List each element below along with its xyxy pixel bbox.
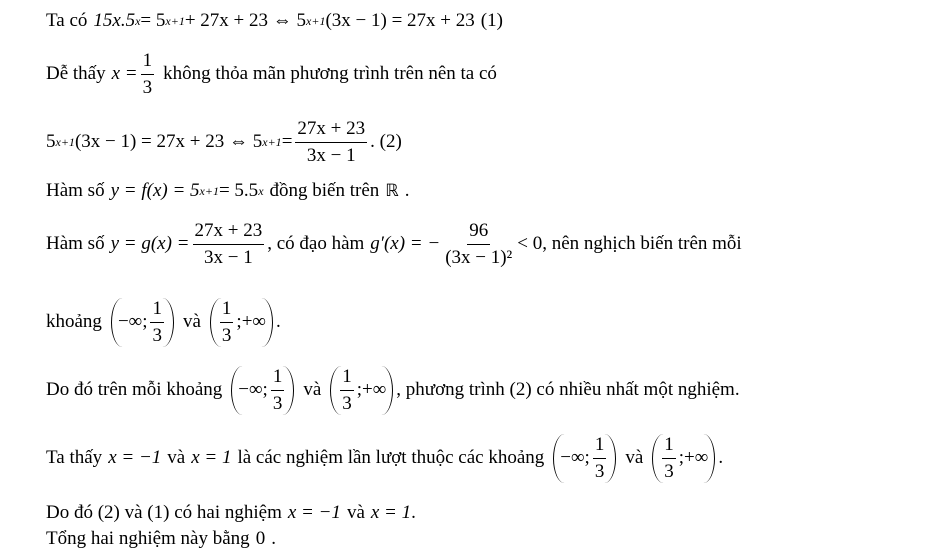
- equation-part: (3x − 1) = 27x + 23 ⇔ 5: [74, 131, 263, 153]
- text: , có đạo hàm: [267, 233, 365, 255]
- denominator: 3x − 1: [306, 144, 356, 166]
- numerator: 1: [220, 298, 234, 323]
- denominator: 3: [664, 460, 674, 482]
- text: và: [625, 447, 644, 469]
- equation-part: = 5: [140, 10, 166, 31]
- text: là các nghiệm lần lượt thuộc các khoảng: [237, 447, 545, 469]
- numerator: 1: [593, 434, 607, 459]
- interval-part: −∞;: [117, 311, 148, 333]
- text: Ta thấy: [46, 447, 103, 469]
- text: , phương trình (2) có nhiều nhất một nghiệm.: [396, 379, 740, 401]
- line-4: Hàm số y = f(x) = 5 x+1 = 5.5 x đồng biến trên ℝ .: [46, 180, 410, 201]
- line-10: [46, 528, 940, 550]
- interval-left: [231, 366, 294, 415]
- text: không thỏa mãn phương trình trên nên ta có: [163, 63, 497, 85]
- interval-part: ;+∞: [678, 447, 709, 469]
- equation-part: g′(x) = −: [370, 233, 441, 255]
- fraction: [193, 220, 265, 269]
- text: và: [346, 502, 365, 523]
- line-5: [46, 220, 940, 269]
- numerator: 1: [150, 298, 164, 323]
- interval-part: ;+∞: [356, 379, 387, 401]
- text: .: [275, 311, 281, 333]
- line-6: [46, 298, 940, 347]
- denominator: 3: [152, 324, 162, 346]
- equation-part: < 0: [517, 233, 543, 255]
- line-3: 5 x+1 (3x − 1) = 27x + 23 ⇔ 5 x+1 = $\frac{27x + 23}{3x - 1}$ . (2): [46, 118, 402, 166]
- interval-part: ;+∞: [236, 311, 266, 333]
- equation-part: y = g(x) =: [110, 233, 190, 255]
- equation-part: x =: [111, 63, 138, 85]
- numerator: 27x + 23: [193, 220, 265, 245]
- text: Ta có: [46, 10, 88, 31]
- text: Tổng hai nghiệm này bằng: [46, 528, 250, 549]
- real-numbers-symbol: ℝ: [385, 181, 399, 201]
- equation-part: + 27x + 23 ⇔ 5: [184, 10, 307, 31]
- numerator: 96: [467, 220, 490, 245]
- fraction: [593, 434, 607, 483]
- line-9: [46, 502, 940, 524]
- equation-part: x = −1: [108, 447, 162, 469]
- equation-part: 5: [46, 131, 56, 153]
- line-2: [46, 50, 940, 99]
- equation-part: (3x − 1) = 27x + 23: [325, 10, 475, 31]
- denominator: 3: [142, 76, 153, 98]
- fraction: [150, 298, 164, 347]
- equation-tag: (1): [480, 10, 503, 31]
- line-7: [46, 366, 940, 415]
- line-8: [46, 434, 940, 483]
- equation-part: x = −1: [287, 502, 341, 523]
- fraction: [295, 118, 367, 167]
- equation-part: 0: [255, 528, 266, 549]
- equation-tag: . (2): [370, 131, 402, 153]
- fraction: [662, 434, 676, 483]
- equation-part: =: [281, 131, 293, 153]
- denominator: 3x − 1: [204, 246, 253, 268]
- equation-part: x = 1: [370, 502, 412, 523]
- text: và: [182, 311, 201, 333]
- text: .: [404, 180, 410, 201]
- equation-part: = 5.5: [218, 180, 259, 201]
- interval-right: [330, 366, 393, 415]
- text: và: [167, 447, 186, 469]
- fraction: [340, 366, 354, 415]
- fraction: [141, 50, 155, 99]
- interval-right: [210, 298, 273, 347]
- numerator: 1: [141, 50, 155, 75]
- interval-right: [652, 434, 715, 483]
- interval-left: [111, 298, 174, 347]
- text: .: [411, 502, 416, 523]
- text: và: [303, 379, 322, 401]
- denominator: (3x − 1)²: [445, 246, 513, 268]
- numerator: 1: [662, 434, 676, 459]
- denominator: 3: [221, 324, 232, 346]
- denominator: 3: [594, 460, 605, 482]
- text: Dễ thấy: [46, 63, 106, 85]
- text: , nên nghịch biến trên mỗi: [542, 233, 742, 255]
- text: Do đó trên mỗi khoảng: [46, 379, 223, 401]
- text: .: [271, 528, 276, 549]
- numerator: 1: [340, 366, 354, 391]
- numerator: 1: [271, 366, 285, 391]
- numerator: 27x + 23: [295, 118, 367, 143]
- equation-part: y = f(x) = 5: [110, 180, 200, 201]
- interval-part: −∞;: [238, 379, 268, 401]
- fraction: [443, 220, 514, 269]
- line-1: Ta có 15x.5 x = 5 x+1 + 27x + 23 ⇔ 5 x+1 (3x − 1) = 27x + 23 (1): [46, 10, 503, 31]
- fraction: [271, 366, 285, 415]
- denominator: 3: [272, 392, 283, 414]
- equation-part: x = 1: [191, 447, 232, 469]
- equation-part: 15x.5: [93, 10, 136, 31]
- fraction: [220, 298, 234, 347]
- interval-part: −∞;: [560, 447, 590, 469]
- text: khoảng: [46, 311, 102, 333]
- text: Do đó (2) và (1) có hai nghiệm: [46, 502, 282, 523]
- interval-left: [553, 434, 616, 483]
- denominator: 3: [342, 392, 352, 414]
- text: Hàm số: [46, 233, 105, 255]
- text: Hàm số: [46, 180, 105, 201]
- text: .: [718, 447, 724, 469]
- text: đồng biến trên: [269, 180, 380, 201]
